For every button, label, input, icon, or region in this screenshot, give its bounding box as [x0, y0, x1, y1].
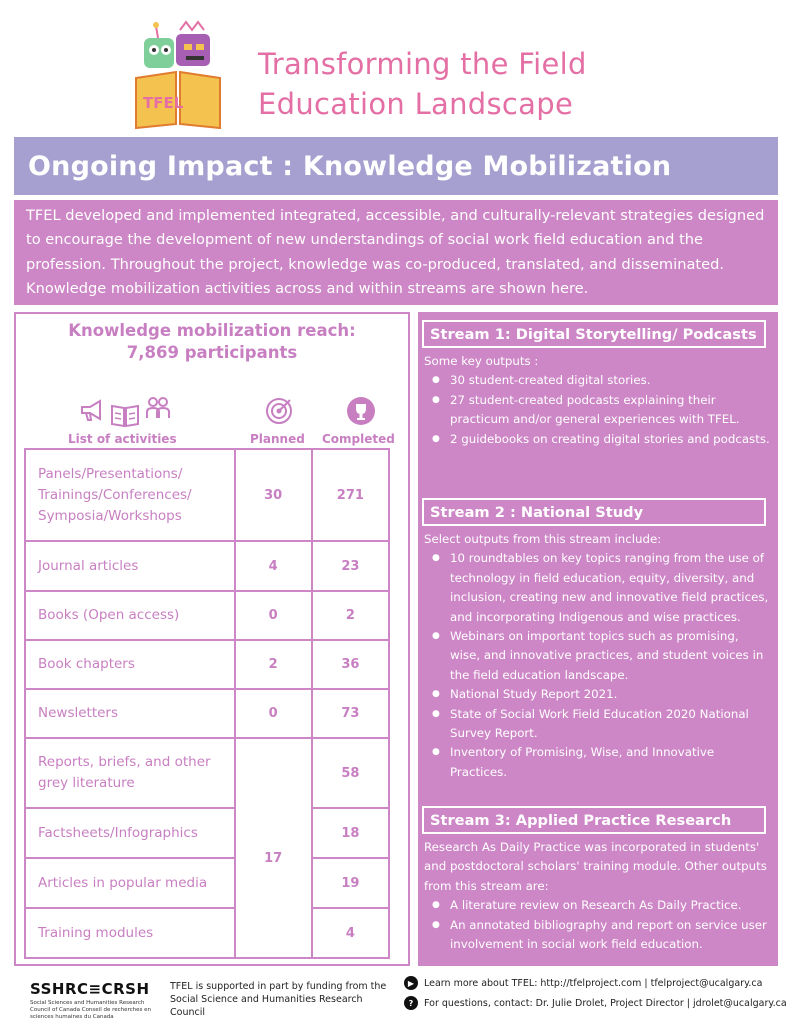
- completed-cell: 73: [312, 689, 389, 738]
- list-item: ● 2 guidebooks on creating digital stories and podcasts.: [424, 430, 772, 449]
- tfel-logo-icon: [130, 20, 226, 130]
- activity-cell: Factsheets/Infographics: [25, 808, 235, 858]
- stream-3-body: [424, 838, 772, 954]
- completed-cell: 4: [312, 908, 389, 958]
- stream-2-list: [424, 549, 772, 782]
- question-icon: ?: [404, 996, 418, 1010]
- completed-cell: 18: [312, 808, 389, 858]
- planned-cell: 30: [235, 449, 312, 541]
- stream-2-title: Stream 2 : National Study: [422, 498, 766, 526]
- stream-2-intro: Select outputs from this stream include:: [424, 532, 662, 546]
- table-row: [25, 689, 389, 738]
- stream-3-intro: Research As Daily Practice was incorporated in students' and postdoctoral scholars' training module. Other outputs from this stream are:: [424, 840, 767, 893]
- planned-cell: 2: [235, 640, 312, 689]
- table-row: [25, 858, 389, 908]
- stream-1-body: [424, 352, 772, 449]
- column-header-activities: List of activities: [68, 432, 177, 446]
- page-title: [258, 44, 587, 124]
- intro-paragraph: TFEL developed and implemented integrated, accessible, and culturally-relevant strategies designed to encourage the development of new understandings of social work field education and the profession. Throughout the project, knowledge was co-produced, translated, and disseminated. Knowledge mobilization activities across and within streams are shown here.: [14, 200, 778, 305]
- section-banner: [14, 137, 778, 195]
- streams-panel: [418, 312, 778, 966]
- list-item: ● 10 roundtables on key topics ranging from the use of technology in field education, equity, diversity, and inclusion, creating new and innovative field practices, and incorporating Indigenous and wise practices.: [424, 549, 772, 627]
- stream-1-intro: Some key outputs :: [424, 354, 539, 368]
- activity-cell: Newsletters: [25, 689, 235, 738]
- column-header-completed: Completed: [322, 432, 395, 446]
- list-item: ● State of Social Work Field Education 2020 National Survey Report.: [424, 705, 772, 744]
- trophy-icon: [346, 396, 376, 426]
- list-item: ● 27 student-created podcasts explaining their practicum and/or general experiences with TFEL.: [424, 391, 772, 430]
- sshrc-subtext: Social Sciences and Humanities Research Council of Canada Conseil de recherches en sciences humaines du Canada: [30, 1000, 152, 1020]
- table-row: [25, 808, 389, 858]
- activity-cell: Articles in popular media: [25, 858, 235, 908]
- stream-1-list: [424, 371, 772, 449]
- header: [0, 0, 792, 132]
- list-item: ● Webinars on important topics such as promising, wise, and innovative practices, and student voices in the field education landscape.: [424, 627, 772, 685]
- stream-2-body: [424, 530, 772, 782]
- completed-cell: 2: [312, 591, 389, 640]
- column-header-planned: Planned: [250, 432, 305, 446]
- table-row: [25, 541, 389, 591]
- stream-1-title: Stream 1: Digital Storytelling/ Podcasts: [422, 320, 766, 348]
- planned-cell: 17: [235, 738, 312, 958]
- activity-cell: Panels/Presentations/ Trainings/Conferences/ Symposia/Workshops: [25, 449, 235, 541]
- svg-text:TFEL: TFEL: [143, 94, 184, 112]
- list-item: ● Inventory of Promising, Wise, and Innovative Practices.: [424, 743, 772, 782]
- list-item: ● An annotated bibliography and report on service user involvement in social work field education.: [424, 916, 772, 955]
- table-row: [25, 449, 389, 541]
- completed-cell: 58: [312, 738, 389, 808]
- reach-heading: [16, 320, 408, 364]
- icons-row: [16, 394, 408, 434]
- activity-cell: Training modules: [25, 908, 235, 958]
- reach-line-1: Knowledge mobilization reach:: [68, 321, 356, 340]
- target-icon: [264, 396, 294, 426]
- list-item: ● 30 student-created digital stories.: [424, 371, 772, 390]
- learn-more-text[interactable]: Learn more about TFEL: http://tfelproject.com | tfelproject@ucalgary.ca: [424, 977, 763, 989]
- stream-3-title: Stream 3: Applied Practice Research: [422, 806, 766, 834]
- title-line-2: Education Landscape: [258, 87, 574, 121]
- activities-table: [24, 448, 390, 959]
- sshrc-logo: SSHRC≡CRSH: [30, 980, 150, 998]
- list-item: ● A literature review on Research As Daily Practice.: [424, 896, 772, 915]
- table-row: [25, 908, 389, 958]
- activity-cell: Journal articles: [25, 541, 235, 591]
- banner-title: Ongoing Impact : Knowledge Mobilization: [28, 150, 672, 182]
- reach-line-2: 7,869 participants: [126, 343, 298, 362]
- planned-cell: 0: [235, 689, 312, 738]
- list-item: ● National Study Report 2021.: [424, 685, 772, 704]
- play-icon: ▶: [404, 976, 418, 990]
- people-group-icon: [144, 394, 172, 422]
- stream-3-list: [424, 896, 772, 954]
- completed-cell: 36: [312, 640, 389, 689]
- open-book-icon: [110, 402, 140, 428]
- completed-cell: 19: [312, 858, 389, 908]
- activities-panel: [14, 312, 410, 966]
- learn-more-line: [404, 976, 762, 990]
- planned-cell: 0: [235, 591, 312, 640]
- questions-line: [404, 996, 787, 1010]
- title-line-1: Transforming the Field: [258, 47, 587, 81]
- activity-cell: Books (Open access): [25, 591, 235, 640]
- megaphone-icon: [78, 396, 106, 424]
- planned-cell: 4: [235, 541, 312, 591]
- table-row: [25, 738, 389, 808]
- completed-cell: 271: [312, 449, 389, 541]
- table-row: [25, 640, 389, 689]
- activity-cell: Reports, briefs, and other grey literature: [25, 738, 235, 808]
- funding-note: TFEL is supported in part by funding from the Social Science and Humanities Research Council: [170, 981, 387, 1018]
- table-row: [25, 591, 389, 640]
- questions-text[interactable]: For questions, contact: Dr. Julie Drolet, Project Director | jdrolet@ucalgary.ca: [424, 997, 787, 1009]
- activity-cell: Book chapters: [25, 640, 235, 689]
- completed-cell: 23: [312, 541, 389, 591]
- footer: [0, 970, 792, 1024]
